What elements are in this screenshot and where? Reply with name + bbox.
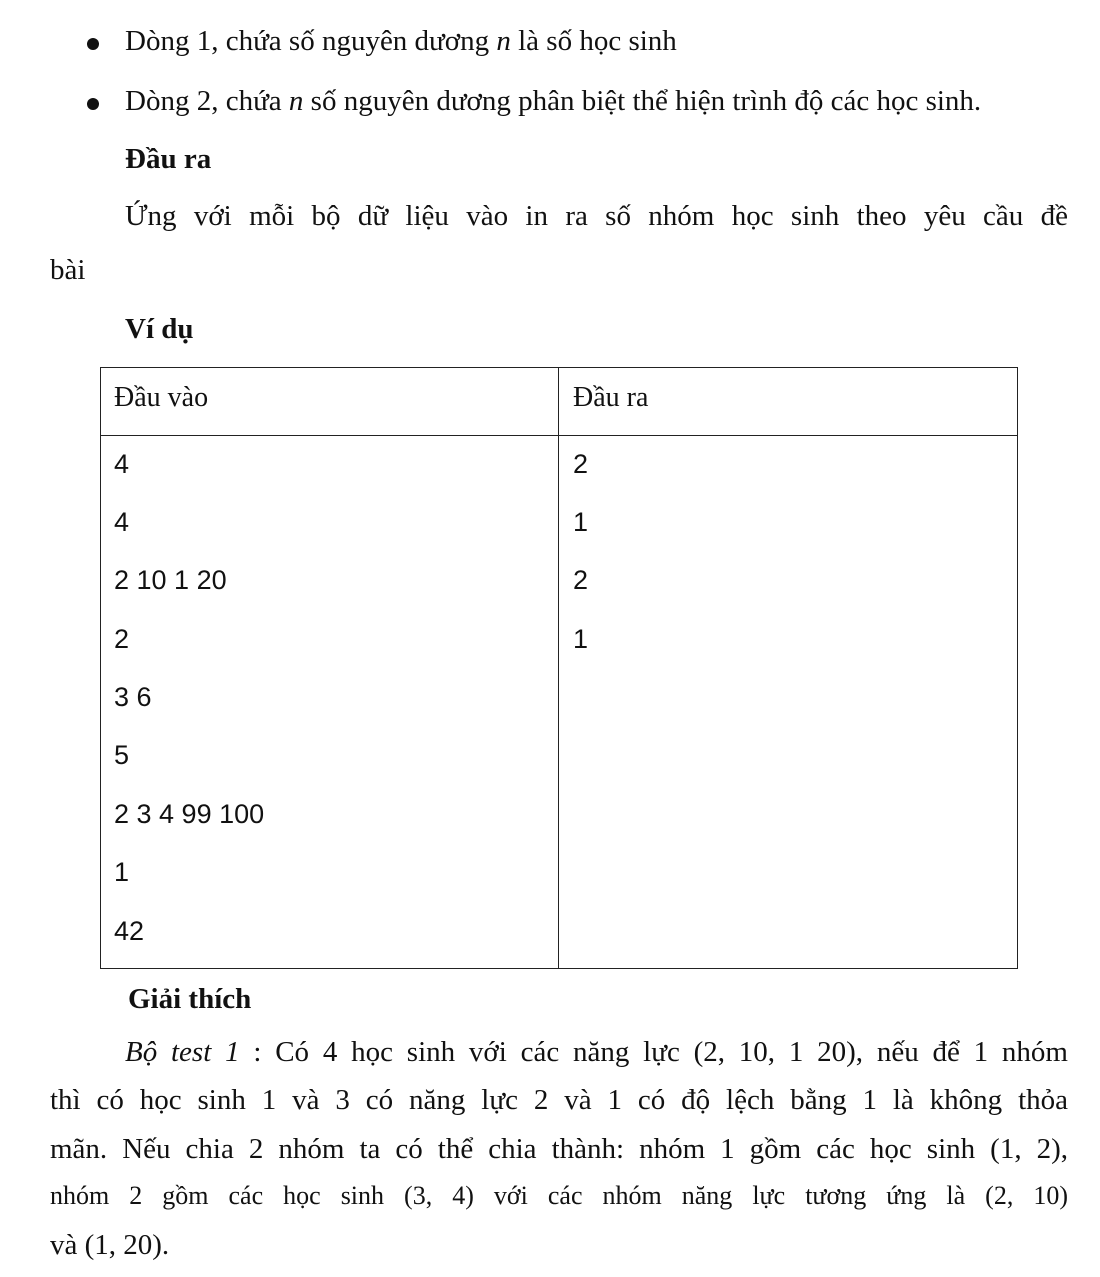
bullet-1-post: là số học sinh: [510, 25, 677, 57]
bullet-item-2: [125, 85, 981, 118]
input-line: 1: [114, 857, 130, 887]
input-line: 5: [114, 740, 130, 770]
bullet-2-var: n: [288, 85, 304, 117]
table-column-divider: [558, 368, 559, 968]
explanation-line-1: [125, 1036, 1068, 1069]
bullet-1-pre: Dòng 1, chứa số nguyên dương: [125, 25, 497, 57]
input-line: 2 3 4 99 100: [114, 799, 265, 829]
explanation-line-2: thì có học sinh 1 và 3 có năng lực 2 và 1 có độ lệch bằng 1 là không thỏa: [50, 1084, 1068, 1116]
input-line: 3 6: [114, 682, 152, 712]
bullet-dot-icon: [87, 98, 99, 110]
bullet-dot-icon: [87, 38, 99, 50]
example-table: [100, 367, 1018, 969]
bullet-2-pre: Dòng 2, chứa: [125, 85, 289, 117]
output-line: 2: [573, 449, 589, 479]
output-line: 1: [573, 507, 589, 537]
input-line: 42: [114, 916, 145, 946]
explanation-heading: Giải thích: [128, 983, 252, 1015]
output-line: 1: [573, 624, 589, 654]
explanation-line-3: mãn. Nếu chia 2 nhóm ta có thể chia thành: nhóm 1 gồm các học sinh (1, 2),: [50, 1133, 1068, 1165]
example-heading: Ví dụ: [125, 313, 194, 345]
explanation-line-1-rest: : Có 4 học sinh với các năng lực (2, 10, 1 20), nếu để 1 nhóm: [239, 1036, 1068, 1068]
output-header: Đầu ra: [573, 382, 649, 413]
output-heading: Đầu ra: [125, 143, 212, 175]
input-line: 2: [114, 624, 130, 654]
output-line-2: bài: [50, 254, 86, 286]
bullet-1-var: n: [496, 25, 511, 57]
bullet-item-1: [125, 25, 677, 58]
output-line: 2: [573, 565, 589, 595]
output-line-1: Ứng với mỗi bộ dữ liệu vào in ra số nhóm học sinh theo yêu cầu đề: [125, 200, 1068, 232]
explanation-line-4: nhóm 2 gồm các học sinh (3, 4) với các nhóm năng lực tương ứng là (2, 10): [50, 1181, 1068, 1210]
explanation-line-5: và (1, 20).: [50, 1229, 170, 1261]
input-line: 4: [114, 449, 130, 479]
table-header-divider: [101, 435, 1017, 436]
test-label: Bộ test 1: [125, 1036, 240, 1068]
input-line: 2 10 1 20: [114, 565, 227, 595]
input-header: Đầu vào: [114, 382, 209, 413]
input-line: 4: [114, 507, 130, 537]
bullet-2-post: số nguyên dương phân biệt thể hiện trình độ các học sinh.: [303, 85, 982, 117]
